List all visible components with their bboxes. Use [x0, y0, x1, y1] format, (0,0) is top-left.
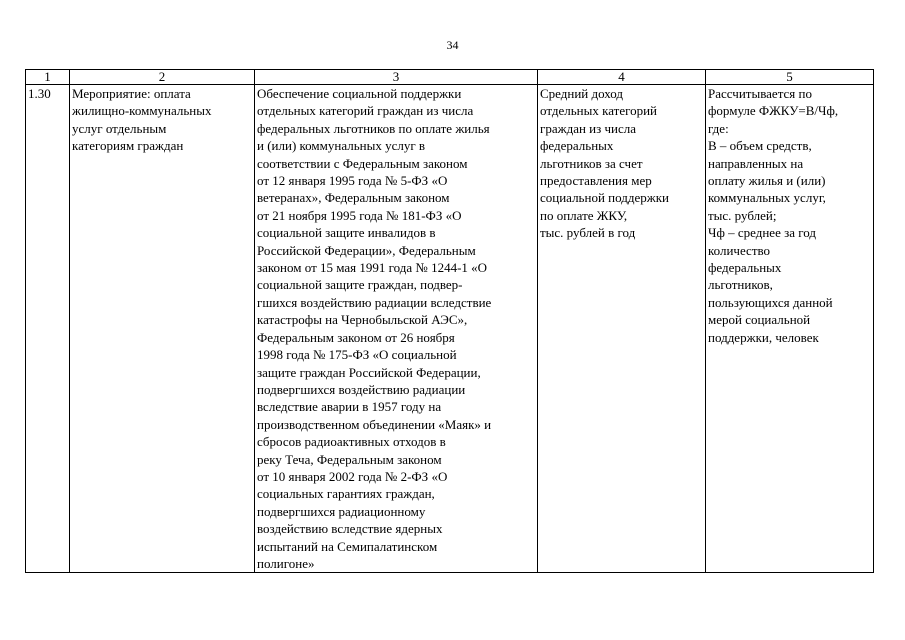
- column-header-2: 2: [70, 70, 255, 85]
- indicator-table: [25, 69, 874, 573]
- page-number: 34: [446, 38, 459, 52]
- formula-text: Рассчитывается по формуле ФЖКУ=В/Чф, где: В – объем средств, направленных на оплату жилья и (или) коммунальных услуг, тыс. рублей; Чф – среднее за год количество федеральных льготников, пользующихся данной мерой социальной поддержки, человек: [708, 86, 839, 345]
- column-header-5: 5: [706, 70, 874, 85]
- description-text: Обеспечение социальной поддержки отдельных категорий граждан из числа федеральных льготников по оплате жилья и (или) коммунальных услуг в соответствии с Федеральным законом от 12 января 1995 года № 5-ФЗ «О ветеранах», Федеральным законом от 21 ноября 1995 года № 181-ФЗ «О социальной защите инвалидов в Российской Федерации», Федеральным законом от 15 мая 1991 года № 1244-1 «О социальной защите граждан, подвер- гшихся воздействию радиации вследствие катастрофы на Чернобыльской АЭС», Федеральным законом от 26 ноября 1998 года № 175-ФЗ «О социальной защите граждан Российской Федерации, подвергшихся воздействию радиации вследствие аварии в 1957 году на производственном объединении «Маяк» и сбросов радиоактивных отходов в реку Теча, Федеральным законом от 10 января 2002 года № 2-ФЗ «О социальных гарантиях граждан, подвергшихся радиационному воздействию вследствие ядерных испытаний на Семипалатинском полигоне»: [257, 86, 492, 571]
- table-row: [26, 85, 874, 573]
- column-header-1: 1: [26, 70, 70, 85]
- indicator-cell: [538, 85, 706, 573]
- column-header-3: 3: [255, 70, 538, 85]
- formula-cell: [706, 85, 874, 573]
- row-id: 1.30: [28, 86, 51, 101]
- row-id-cell: [26, 85, 70, 573]
- event-cell: [70, 85, 255, 573]
- table-header-row: [26, 70, 874, 85]
- description-cell: [255, 85, 538, 573]
- column-header-4: 4: [538, 70, 706, 85]
- event-text: Мероприятие: оплата жилищно-коммунальных услуг отдельным категориям граждан: [72, 86, 212, 154]
- indicator-text: Средний доход отдельных категорий граждан из числа федеральных льготников за счет предоставления мер социальной поддержки по оплате ЖКУ, тыс. рублей в год: [540, 86, 669, 241]
